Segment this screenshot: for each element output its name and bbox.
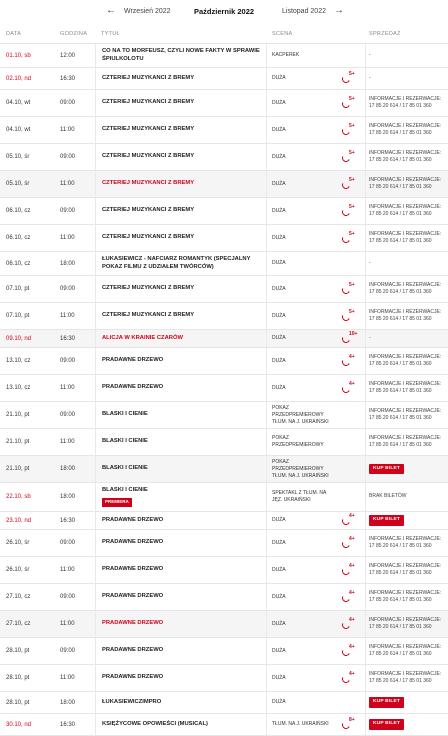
row-date: 05.10, śr — [6, 181, 30, 187]
row-age-cell — [333, 252, 366, 275]
row-date: 05.10, śr — [6, 154, 30, 160]
row-title-cell — [95, 303, 267, 329]
row-date: 23.10, nd — [6, 517, 32, 524]
row-age-cell — [333, 225, 366, 251]
row-title-cell — [95, 402, 267, 428]
age-rating-icon — [342, 670, 356, 683]
row-title-cell — [95, 665, 267, 691]
premiere-badge: PREMIERA — [102, 498, 132, 507]
event-title-link[interactable]: CZTERIEJ MUZYKANCI Z BREMY — [102, 180, 195, 187]
header-sale: SPRZEDAŻ — [369, 30, 401, 37]
row-title-cell — [95, 348, 267, 374]
next-month-link[interactable] — [282, 7, 344, 15]
header-date: DATA — [6, 30, 22, 37]
row-sale: INFORMACJE I REZERWACJE: 17 85 20 614 / 17 85 01 360 — [369, 380, 442, 394]
table-row[interactable] — [0, 638, 448, 665]
row-date: 26.10, śr — [6, 540, 30, 546]
row-date: 04.10, wt — [6, 100, 31, 106]
age-rating-label: 5+ — [349, 176, 355, 183]
row-scene: DUŻA — [272, 384, 286, 391]
row-title-cell — [95, 171, 267, 197]
age-rating-icon — [342, 353, 356, 366]
table-row[interactable] — [0, 456, 448, 483]
event-title-link[interactable]: PRADAWNE DRZEWO — [102, 516, 164, 523]
row-title-cell — [95, 638, 267, 664]
row-sale: - — [369, 51, 371, 58]
event-title-link[interactable]: PRADAWNE DRZEWO — [102, 539, 164, 546]
row-scene: DUŻA — [272, 99, 286, 106]
row-scene: DUŻA — [272, 620, 286, 627]
row-age-cell — [333, 348, 366, 374]
table-row[interactable] — [0, 714, 448, 736]
event-title-link[interactable]: CZTERIEJ MUZYKANCI Z BREMY — [102, 99, 195, 106]
row-title-cell — [95, 456, 267, 482]
arrow-left-icon: ← — [106, 5, 116, 16]
event-title-link[interactable]: ŁUKASIEWICZ - NAFCIARZ ROMANTYK (SPECJALNY POKAZ FILMU Z UDZIAŁEM TWÓRCÓW) — [102, 255, 251, 270]
row-title-cell — [95, 117, 267, 143]
row-scene: SPEKTAKL Z TŁUM. NA JĘZ. UKRAIŃSKI — [272, 490, 327, 503]
row-time: 09:00 — [60, 286, 76, 292]
row-time: 16:30 — [60, 75, 76, 82]
row-date: 06.10, cz — [6, 235, 31, 241]
age-rating-icon — [342, 589, 356, 602]
buy-ticket-button[interactable]: KUP BILET — [369, 719, 404, 730]
event-title-link[interactable]: PRADAWNE DRZEWO — [102, 674, 164, 681]
age-rating-label: 5+ — [349, 95, 355, 102]
event-title-link[interactable]: CZTERIEJ MUZYKANCI Z BREMY — [102, 207, 195, 214]
row-scene: DUŻA — [272, 234, 286, 241]
row-time: 11:00 — [60, 385, 75, 391]
age-rating-icon — [342, 281, 356, 294]
event-title-link[interactable]: BLASKI I CIENIE — [102, 438, 148, 445]
row-title-cell — [95, 330, 267, 347]
table-row[interactable] — [0, 225, 448, 252]
age-rating-label: 4+ — [349, 353, 355, 360]
age-rating-icon — [342, 149, 356, 162]
table-row[interactable] — [0, 584, 448, 611]
row-scene: DUŻA — [272, 647, 286, 654]
row-date: 13.10, cz — [6, 358, 31, 364]
row-scene: DUŻA — [272, 285, 286, 292]
row-sale: INFORMACJE I REZERWACJE: 17 85 20 614 / 17 85 01 360 — [369, 535, 442, 549]
row-scene: DUŻA — [272, 335, 286, 341]
table-row[interactable] — [0, 429, 448, 456]
age-rating-icon — [342, 513, 356, 525]
row-date: 21.10, pt — [6, 439, 30, 445]
row-scene: DUŻA — [272, 260, 286, 266]
row-date: 21.10, pt — [6, 412, 30, 418]
row-age-cell — [333, 512, 366, 529]
row-time: 09:00 — [60, 594, 76, 600]
row-title-cell — [95, 530, 267, 556]
event-title-link[interactable]: BLASKI I CIENIE — [102, 465, 148, 472]
row-age-cell — [333, 198, 366, 224]
event-title-link[interactable]: PRADAWNE DRZEWO — [102, 647, 164, 654]
row-age-cell — [333, 483, 366, 511]
row-sale: INFORMACJE I REZERWACJE: 17 85 20 614 / 17 85 01 360 — [369, 562, 442, 576]
age-rating-icon — [342, 717, 356, 729]
row-date: 21.10, pt — [6, 466, 30, 472]
header-time: GODZINA — [60, 30, 88, 37]
age-rating-icon — [342, 562, 356, 575]
row-date: 01.10, sb — [6, 52, 31, 59]
table-row[interactable] — [0, 44, 448, 68]
row-sale: INFORMACJE I REZERWACJE: 17 85 20 614 / 17 85 01 360 — [369, 616, 442, 630]
table-row[interactable] — [0, 348, 448, 375]
row-time: 18:00 — [60, 699, 76, 706]
row-title-cell — [95, 557, 267, 583]
row-title-cell — [95, 714, 267, 735]
age-rating-label: 4+ — [349, 670, 355, 677]
row-sale — [366, 692, 448, 713]
row-title-cell — [95, 276, 267, 302]
row-title-cell — [95, 584, 267, 610]
age-rating-icon — [342, 71, 356, 83]
age-rating-icon — [342, 331, 358, 343]
table-row[interactable] — [0, 512, 448, 530]
row-sale: INFORMACJE I REZERWACJE: 17 85 20 614 / 17 85 01 360 — [369, 176, 442, 190]
row-age-cell — [333, 530, 366, 556]
repertoire-table — [0, 44, 448, 736]
row-time: 16:30 — [60, 335, 76, 342]
age-rating-icon — [342, 643, 356, 656]
age-rating-label: 5+ — [349, 281, 355, 288]
row-time: 11:00 — [60, 235, 75, 241]
row-age-cell — [333, 90, 366, 116]
row-scene: DUŻA — [272, 539, 286, 546]
row-sale: INFORMACJE I REZERWACJE: 17 85 20 614 / 17 85 01 360 — [369, 353, 442, 367]
row-sale: - — [369, 74, 371, 81]
row-title-cell — [95, 44, 267, 67]
row-sale: INFORMACJE I REZERWACJE: 17 85 20 614 / 17 85 01 360 — [369, 95, 442, 109]
row-time: 09:00 — [60, 100, 76, 106]
row-sale: BRAK BILETÓW — [369, 493, 407, 500]
row-title-cell — [95, 252, 267, 275]
age-rating-icon — [342, 616, 356, 629]
table-row[interactable] — [0, 402, 448, 429]
row-scene: POKAZ PRZEDPREMIEROWY TŁUM. NA J. UKRAIŃSKI — [272, 404, 329, 425]
table-row[interactable] — [0, 557, 448, 584]
age-rating-label: 5+ — [349, 149, 355, 156]
buy-ticket-button[interactable]: KUP BILET — [369, 464, 404, 475]
table-row[interactable] — [0, 68, 448, 90]
row-time: 09:00 — [60, 154, 76, 160]
row-scene: POKAZ PRZEDPREMIEROWY TŁUM. NA J. UKRAIŃSKI — [272, 458, 329, 479]
row-scene: DUŻA — [272, 75, 286, 81]
row-date: 07.10, pt — [6, 286, 30, 292]
table-row[interactable] — [0, 252, 448, 276]
event-title-link[interactable]: CZTERIEJ MUZYKANCI Z BREMY — [102, 126, 195, 133]
row-age-cell — [333, 276, 366, 302]
buy-ticket-button[interactable]: KUP BILET — [369, 697, 404, 708]
event-title-link[interactable]: PRADAWNE DRZEWO — [102, 593, 164, 600]
row-scene: DUŻA — [272, 357, 286, 364]
row-title-cell — [95, 225, 267, 251]
table-row[interactable] — [0, 375, 448, 402]
row-sale: - — [369, 334, 371, 341]
row-date: 28.10, pt — [6, 648, 30, 654]
row-scene: TŁUM. NA J. UKRAIŃSKI — [272, 721, 329, 727]
age-rating-icon — [342, 230, 356, 243]
row-age-cell — [333, 557, 366, 583]
row-sale: INFORMACJE I REZERWACJE: 17 85 20 614 / 17 85 01 360 — [369, 643, 442, 657]
event-title-link[interactable]: PRADAWNE DRZEWO — [102, 357, 164, 364]
row-age-cell — [333, 171, 366, 197]
event-title-link[interactable]: CZTERIEJ MUZYKANCI Z BREMY — [102, 234, 195, 241]
row-age-cell — [333, 375, 366, 401]
table-row[interactable] — [0, 530, 448, 557]
row-sale: INFORMACJE I REZERWACJE: 17 85 20 614 / 17 85 01 360 — [369, 308, 442, 322]
row-scene: DUŻA — [272, 153, 286, 160]
row-date: 28.10, pt — [6, 675, 30, 681]
age-rating-label: 5+ — [349, 308, 355, 315]
row-time: 18:00 — [60, 494, 76, 500]
event-title-link[interactable]: CO NA TO MORFEUSZ, CZYLI NOWE FAKTY W SPRAWIE ŚPIULKOLOTU — [102, 47, 260, 62]
row-title-cell — [95, 692, 267, 713]
row-scene: KACPEREK — [272, 52, 300, 58]
row-title-cell — [95, 611, 267, 637]
row-sale — [366, 456, 448, 482]
row-age-cell — [333, 456, 366, 482]
next-month-label: Listopad 2022 — [282, 7, 326, 15]
row-age-cell — [333, 144, 366, 170]
row-date: 22.10, sb — [6, 494, 31, 500]
age-rating-label: 5+ — [349, 203, 355, 210]
age-rating-icon — [342, 203, 356, 216]
row-scene: DUŻA — [272, 593, 286, 600]
row-scene: DUŻA — [272, 674, 286, 681]
row-age-cell — [333, 68, 366, 89]
row-time: 18:00 — [60, 260, 76, 267]
age-rating-label: 5+ — [349, 230, 355, 237]
row-title-cell — [95, 90, 267, 116]
event-title-link[interactable]: ŁUKASIEWICZIMPRO — [102, 698, 162, 705]
row-age-cell — [333, 117, 366, 143]
current-month-title: Październik 2022 — [194, 7, 255, 16]
age-rating-icon — [342, 122, 356, 135]
event-title-link[interactable]: ALICJA W KRAINIE CZARÓW — [102, 334, 183, 341]
row-time: 11:00 — [60, 181, 75, 187]
row-time: 09:00 — [60, 358, 76, 364]
row-time: 11:00 — [60, 127, 75, 133]
event-title-link[interactable]: BLASKI I CIENIE — [102, 487, 148, 494]
header-scene: SCENA — [272, 30, 293, 37]
row-time: 16:30 — [60, 517, 76, 524]
row-sale: INFORMACJE I REZERWACJE: 17 85 20 614 / 17 85 01 360 — [369, 670, 442, 684]
row-age-cell — [333, 692, 366, 713]
table-row[interactable] — [0, 198, 448, 225]
row-sale: INFORMACJE I REZERWACJE: 17 85 20 614 / 17 85 01 360 — [369, 203, 442, 217]
age-rating-label: 10+ — [349, 331, 358, 337]
table-row[interactable] — [0, 611, 448, 638]
table-row[interactable] — [0, 303, 448, 330]
row-age-cell — [333, 44, 366, 67]
age-rating-label: 4+ — [349, 513, 355, 519]
row-sale: INFORMACJE I REZERWACJE: 17 85 20 614 / 17 85 01 360 — [369, 281, 442, 295]
row-date: 27.10, cz — [6, 594, 31, 600]
age-rating-label: 4+ — [349, 616, 355, 623]
event-title-link[interactable]: CZTERIEJ MUZYKANCI Z BREMY — [102, 285, 195, 292]
table-row[interactable] — [0, 171, 448, 198]
row-date: 27.10, cz — [6, 621, 31, 627]
row-date: 04.10, wt — [6, 127, 31, 133]
row-time: 09:00 — [60, 208, 76, 214]
row-title-cell — [95, 68, 267, 89]
row-scene: DUŻA — [272, 207, 286, 214]
header-title: TYTUŁ — [101, 30, 120, 37]
row-sale: INFORMACJE I REZERWACJE: 17 85 20 614 / 17 85 01 360 — [369, 149, 442, 163]
month-navigation — [0, 0, 448, 24]
age-rating-icon — [342, 95, 356, 108]
age-rating-label: 5+ — [349, 122, 355, 129]
age-rating-label: 4+ — [349, 535, 355, 542]
age-rating-icon — [342, 535, 356, 548]
event-title-link[interactable]: PRADAWNE DRZEWO — [102, 620, 164, 627]
row-scene: DUŻA — [272, 517, 286, 523]
event-title-link[interactable]: CZTERIEJ MUZYKANCI Z BREMY — [102, 153, 195, 160]
row-time: 11:00 — [60, 675, 75, 681]
row-age-cell — [333, 714, 366, 735]
row-age-cell — [333, 584, 366, 610]
row-title-cell — [95, 483, 267, 511]
age-rating-icon — [342, 308, 356, 321]
event-title-link[interactable]: PRADAWNE DRZEWO — [102, 384, 164, 391]
row-title-cell — [95, 144, 267, 170]
row-age-cell — [333, 402, 366, 428]
table-row[interactable] — [0, 117, 448, 144]
age-rating-label: 4+ — [349, 380, 355, 387]
row-sale: - — [369, 259, 371, 266]
row-title-cell — [95, 375, 267, 401]
row-date: 13.10, cz — [6, 385, 31, 391]
age-rating-label: 4+ — [349, 562, 355, 569]
row-sale: INFORMACJE I REZERWACJE: 17 85 20 614 / 17 85 01 360 — [369, 589, 442, 603]
event-title-link[interactable]: BLASKI I CIENIE — [102, 411, 148, 418]
row-date: 06.10, cz — [6, 208, 31, 214]
row-scene: DUŻA — [272, 699, 286, 705]
row-time: 16:30 — [60, 721, 76, 728]
row-scene: DUŻA — [272, 312, 286, 319]
row-age-cell — [333, 330, 366, 347]
age-rating-label: 4+ — [349, 643, 355, 650]
row-time: 11:00 — [60, 621, 75, 627]
event-title-link[interactable]: CZTERIEJ MUZYKANCI Z BREMY — [102, 312, 195, 319]
row-age-cell — [333, 429, 366, 455]
buy-ticket-button[interactable]: KUP BILET — [369, 515, 404, 526]
table-row[interactable] — [0, 144, 448, 171]
row-time: 09:00 — [60, 648, 76, 654]
prev-month-label: Wrzesień 2022 — [124, 7, 171, 15]
row-date: 02.10, nd — [6, 75, 32, 82]
age-rating-label: 5+ — [349, 71, 355, 77]
row-scene: DUŻA — [272, 126, 286, 133]
row-time: 12:00 — [60, 52, 76, 59]
row-sale: INFORMACJE I REZERWACJE: 17 85 20 614 / 17 85 01 360 — [369, 230, 442, 244]
table-header — [0, 24, 448, 44]
row-title-cell — [95, 429, 267, 455]
row-age-cell — [333, 611, 366, 637]
row-sale: INFORMACJE I REZERWACJE: 17 85 20 614 / 17 85 01 360 — [369, 407, 442, 421]
row-date: 26.10, śr — [6, 567, 30, 573]
row-sale: INFORMACJE I REZERWACJE: 17 85 20 614 / 17 85 01 360 — [369, 122, 442, 136]
row-date: 07.10, pt — [6, 313, 30, 319]
row-scene: DUŻA — [272, 180, 286, 187]
row-sale — [366, 714, 448, 735]
age-rating-label: 4+ — [349, 589, 355, 596]
table-row[interactable] — [0, 692, 448, 714]
table-row[interactable] — [0, 90, 448, 117]
row-scene: DUŻA — [272, 566, 286, 573]
row-time: 11:00 — [60, 439, 75, 445]
event-title-link[interactable]: PRADAWNE DRZEWO — [102, 566, 164, 573]
row-sale — [366, 512, 448, 529]
arrow-right-icon: → — [333, 5, 344, 16]
row-time: 09:00 — [60, 540, 76, 546]
row-title-cell — [95, 198, 267, 224]
event-title-link[interactable]: KSIĘŻYCOWE OPOWIEŚCI (MUSICAL) — [102, 720, 208, 727]
prev-month-link[interactable] — [106, 7, 171, 15]
row-time: 11:00 — [60, 567, 75, 573]
row-age-cell — [333, 303, 366, 329]
row-scene: POKAZ PRZEDPREMIEROWY — [272, 435, 324, 448]
row-date: 28.10, pt — [6, 699, 30, 706]
table-row[interactable] — [0, 276, 448, 303]
row-title-cell — [95, 512, 267, 529]
age-rating-icon — [342, 380, 356, 393]
row-time: 18:00 — [60, 466, 76, 472]
event-title-link[interactable]: CZTERIEJ MUZYKANCI Z BREMY — [102, 74, 195, 81]
table-row[interactable] — [0, 483, 448, 512]
row-age-cell — [333, 665, 366, 691]
row-time: 09:00 — [60, 412, 76, 418]
row-age-cell — [333, 638, 366, 664]
table-row[interactable] — [0, 330, 448, 348]
row-time: 11:00 — [60, 313, 75, 319]
table-row[interactable] — [0, 665, 448, 692]
row-sale: INFORMACJE I REZERWACJE: 17 85 20 614 / 17 85 01 360 — [369, 434, 442, 448]
age-rating-label: 8+ — [349, 717, 355, 723]
age-rating-icon — [342, 176, 356, 189]
row-date: 06.10, cz — [6, 260, 31, 267]
row-date: 30.10, nd — [6, 721, 32, 728]
row-date: 09.10, nd — [6, 335, 32, 342]
